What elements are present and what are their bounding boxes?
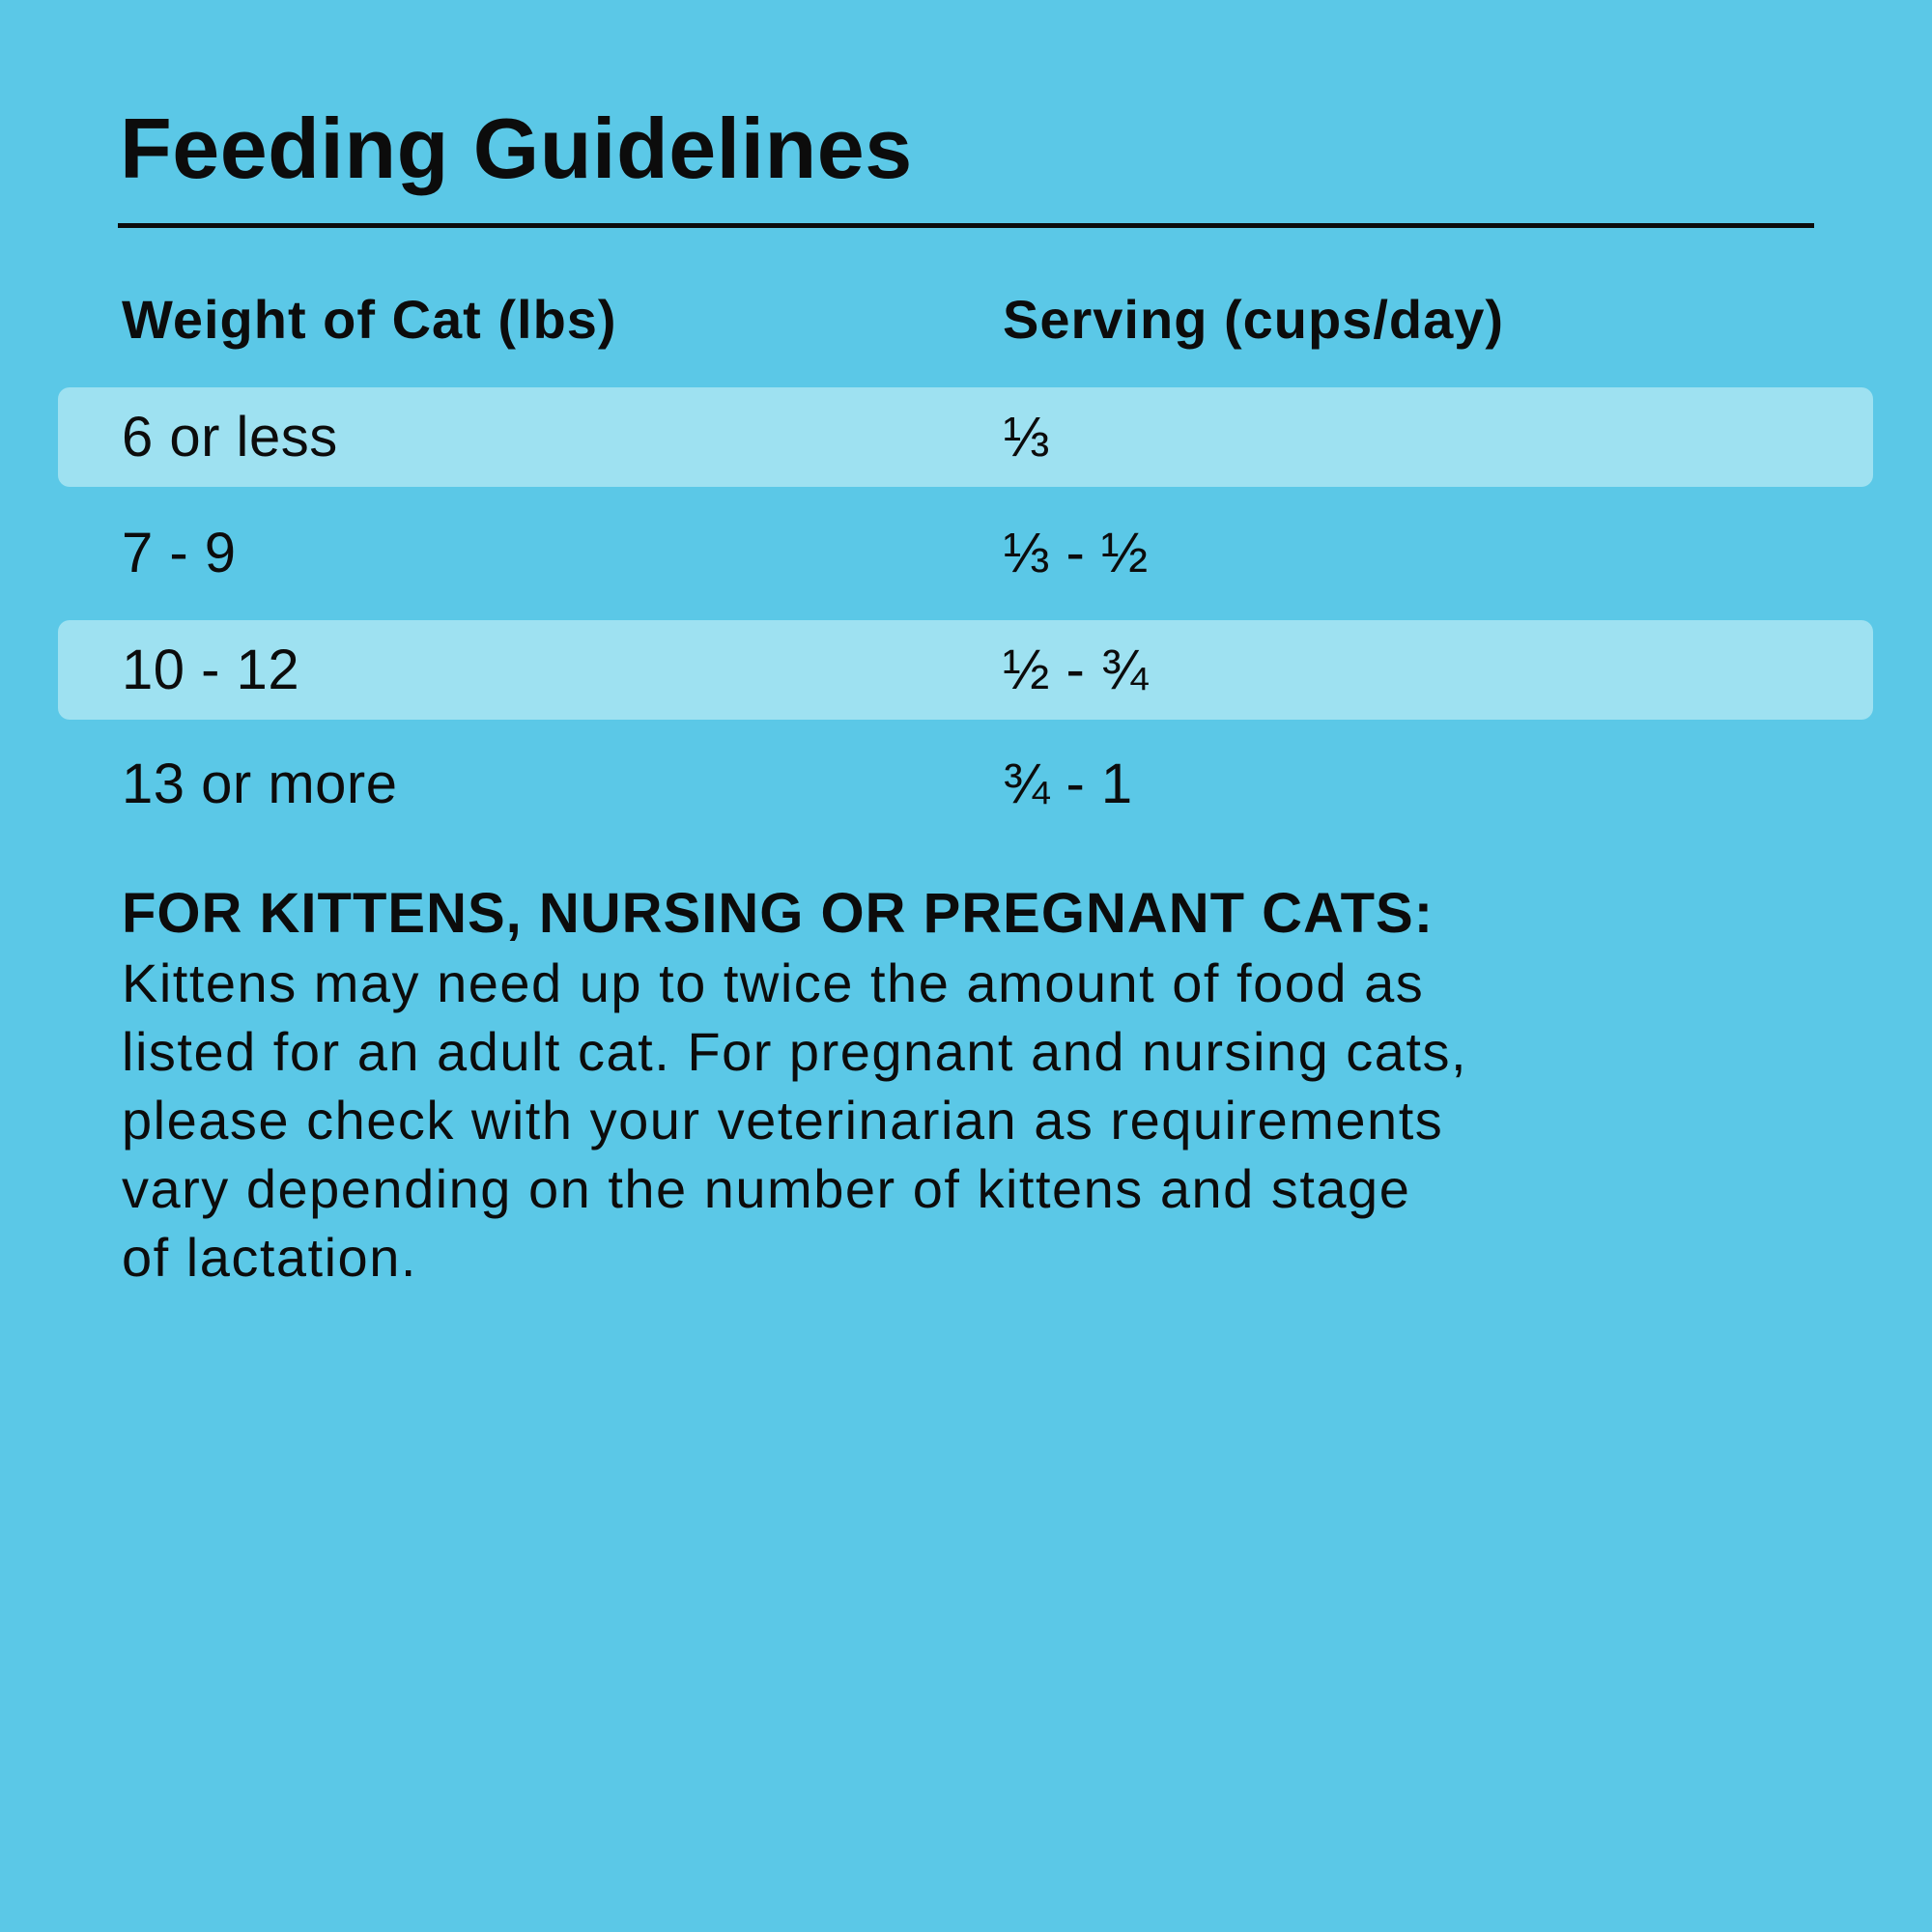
column-header-weight: Weight of Cat (lbs) xyxy=(122,289,617,350)
serving-cell: ⅓ xyxy=(1003,406,1050,469)
weight-cell: 6 or less xyxy=(122,406,338,469)
serving-cell: ¾ - 1 xyxy=(1003,753,1133,815)
table-row xyxy=(58,387,1873,487)
page-title: Feeding Guidelines xyxy=(120,100,913,196)
serving-cell: ½ - ¾ xyxy=(1003,639,1149,701)
weight-cell: 13 or more xyxy=(122,753,398,815)
table-row xyxy=(58,503,1873,603)
table-row xyxy=(58,734,1873,834)
note-line: vary depending on the number of kittens and stage xyxy=(122,1158,1411,1219)
table-row xyxy=(58,620,1873,720)
note-heading: FOR KITTENS, NURSING OR PREGNANT CATS: xyxy=(122,882,1435,945)
note-line: please check with your veterinarian as requirements xyxy=(122,1090,1444,1151)
weight-cell: 7 - 9 xyxy=(122,522,237,584)
note-line: of lactation. xyxy=(122,1227,417,1288)
note-line: listed for an adult cat. For pregnant and nursing cats, xyxy=(122,1021,1468,1082)
serving-cell: ⅓ - ½ xyxy=(1003,522,1149,584)
title-divider xyxy=(118,223,1814,228)
kitten-nursing-note xyxy=(122,879,1822,1292)
note-line: Kittens may need up to twice the amount of food as xyxy=(122,952,1425,1013)
weight-cell: 10 - 12 xyxy=(122,639,300,701)
column-header-serving: Serving (cups/day) xyxy=(1003,289,1505,350)
